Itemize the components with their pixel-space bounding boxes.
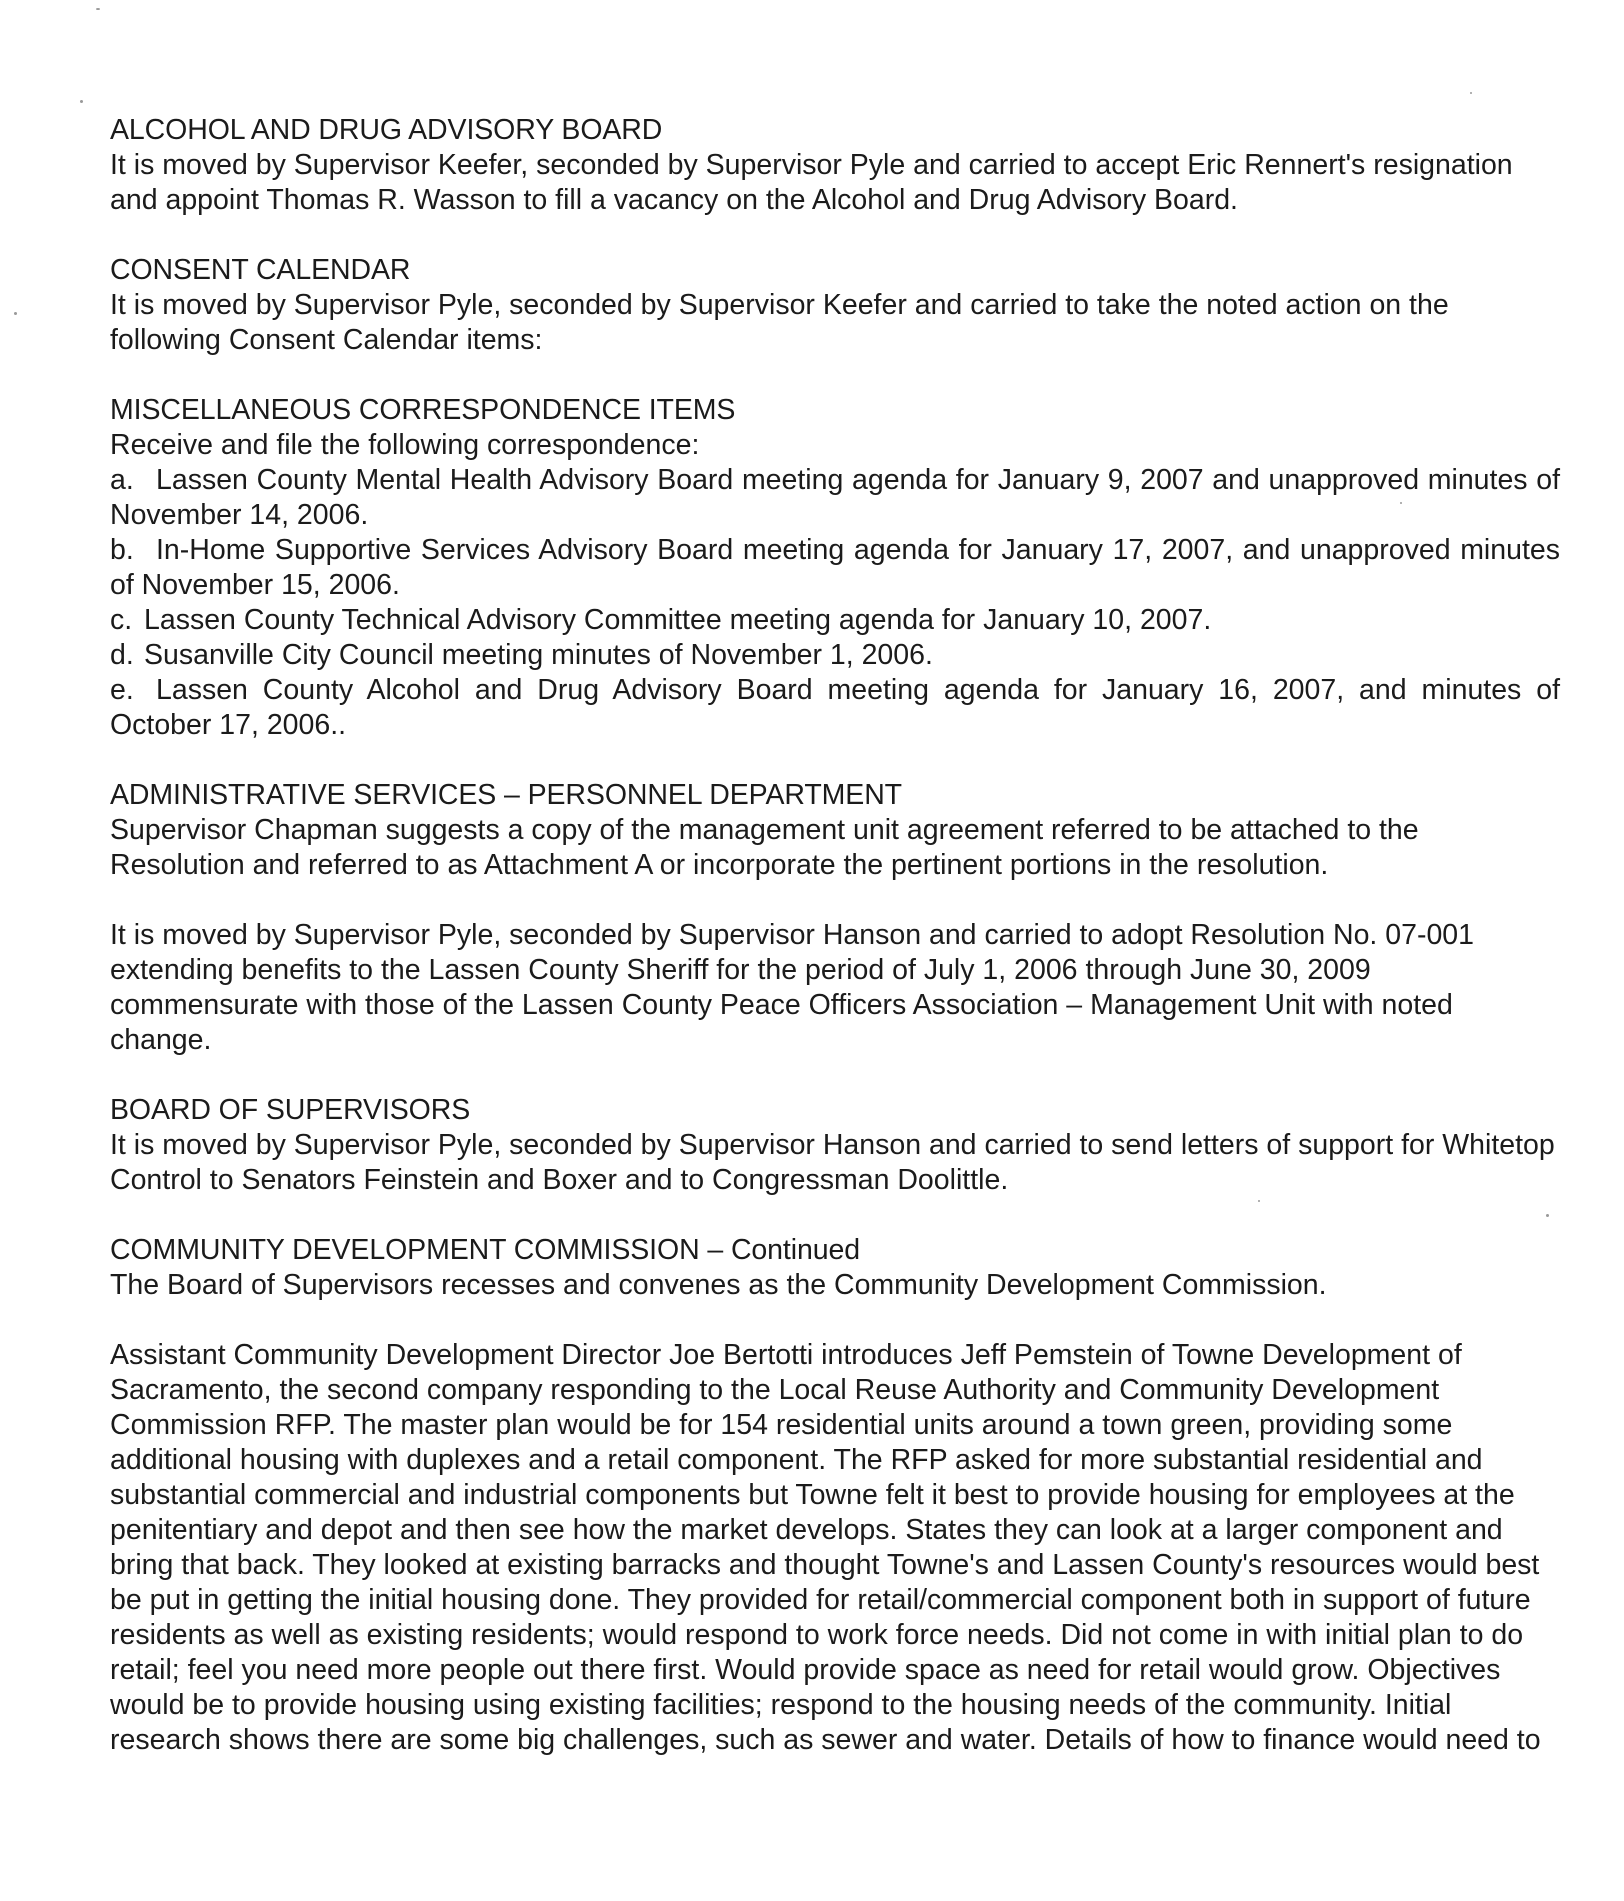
scan-speck: [14, 312, 17, 315]
section-heading: CONSENT CALENDAR: [110, 254, 411, 286]
scan-speck: [80, 100, 83, 103]
item-letter: a.: [110, 464, 134, 496]
item-text: Susanville City Council meeting minutes of November 1, 2006.: [144, 639, 933, 671]
section-heading: BOARD OF SUPERVISORS: [110, 1094, 471, 1126]
section-body: It is moved by Supervisor Keefer, seconded by Supervisor Pyle and carried to accept Eric Rennert's resignation and appoint Thomas R. Wasson to fill a vacancy on the Alcohol and Drug Advisory Board.: [110, 149, 1513, 216]
item-text: Lassen County Alcohol and Drug Advisory Board meeting agenda for January 16, 2007, and minutes of October 17, 2006..: [110, 674, 1560, 741]
section-heading: COMMUNITY DEVELOPMENT COMMISSION – Continued: [110, 1234, 860, 1266]
section-heading: MISCELLANEOUS CORRESPONDENCE ITEMS: [110, 394, 736, 426]
item-text: Lassen County Technical Advisory Committee meeting agenda for January 10, 2007.: [144, 604, 1212, 636]
item-text: Lassen County Mental Health Advisory Board meeting agenda for January 9, 2007 and unapproved minutes of November 14, 2006.: [110, 464, 1560, 531]
item-letter: d.: [110, 639, 134, 671]
section-intro: Receive and file the following correspondence:: [110, 429, 700, 461]
item-letter: e.: [110, 674, 134, 706]
paragraph-gap: [110, 1303, 1560, 1338]
section-body: Assistant Community Development Director Joe Bertotti introduces Jeff Pemstein of Towne Development of Sacramento, the second company responding to the Local Reuse Authority and Community Development Commission RFP. The master plan would be for 154 residential units around a town green, providing some additional housing with duplexes and a retail component. The RFP asked for more substantial residential and substantial commercial and industrial components but Towne felt it best to provide housing for employees at the penitentiary and depot and then see how the market develops. States they can look at a larger component and bring that back. They looked at existing barracks and thought Towne's and Lassen County's resources would best be put in getting the initial housing done. They provided for retail/commercial component both in support of future residents as well as existing residents; would respond to work force needs. Did not come in with initial plan to do retail; feel you need more people out there first. Would provide space as need for retail would grow. Objectives would be to provide housing using existing facilities; respond to the housing needs of the community. Initial research shows there are some big challenges, such as sewer and water. Details of how to finance would need to: [110, 1339, 1541, 1756]
section-administrative-services: [110, 778, 1560, 1058]
list-item: [110, 533, 1560, 603]
section-body: Supervisor Chapman suggests a copy of the management unit agreement referred to be attached to the Resolution and referred to as Attachment A or incorporate the pertinent portions in the resolution.: [110, 814, 1419, 881]
section-body: It is moved by Supervisor Pyle, seconded by Supervisor Hanson and carried to adopt Resolution No. 07-001 extending benefits to the Lassen County Sheriff for the period of July 1, 2006 through June 30, 2009 commensurate with those of the Lassen County Peace Officers Association – Management Unit with noted change.: [110, 919, 1475, 1056]
paragraph-gap: [110, 743, 1560, 778]
paragraph-gap: [110, 1058, 1560, 1093]
list-item: [110, 603, 1560, 638]
section-misc-correspondence: [110, 393, 1560, 743]
scan-speck: [1470, 92, 1472, 94]
section-consent-calendar: [110, 253, 1560, 358]
section-body: The Board of Supervisors recesses and convenes as the Community Development Commission.: [110, 1269, 1327, 1301]
list-item: [110, 638, 1560, 673]
document-page: [110, 113, 1560, 1758]
paragraph-gap: [110, 1198, 1560, 1233]
paragraph-gap: [110, 218, 1560, 253]
section-heading: ALCOHOL AND DRUG ADVISORY BOARD: [110, 114, 663, 146]
section-body: It is moved by Supervisor Pyle, seconded by Supervisor Keefer and carried to take the noted action on the following Consent Calendar items:: [110, 289, 1449, 356]
section-alcohol-drug-advisory-board: [110, 113, 1560, 218]
item-letter: b.: [110, 534, 134, 566]
section-heading: ADMINISTRATIVE SERVICES – PERSONNEL DEPARTMENT: [110, 779, 902, 811]
list-item: [110, 673, 1560, 743]
list-item: [110, 463, 1560, 533]
item-letter: c.: [110, 604, 133, 636]
paragraph-gap: [110, 358, 1560, 393]
item-text: In-Home Supportive Services Advisory Board meeting agenda for January 17, 2007, and unapproved minutes of November 15, 2006.: [110, 534, 1560, 601]
scan-speck: [96, 8, 100, 10]
section-board-of-supervisors: [110, 1093, 1560, 1198]
paragraph-gap: [110, 883, 1560, 918]
section-body: It is moved by Supervisor Pyle, seconded by Supervisor Hanson and carried to send letters of support for Whitetop Control to Senators Feinstein and Boxer and to Congressman Doolittle.: [110, 1129, 1555, 1196]
section-community-development-commission: [110, 1233, 1560, 1758]
